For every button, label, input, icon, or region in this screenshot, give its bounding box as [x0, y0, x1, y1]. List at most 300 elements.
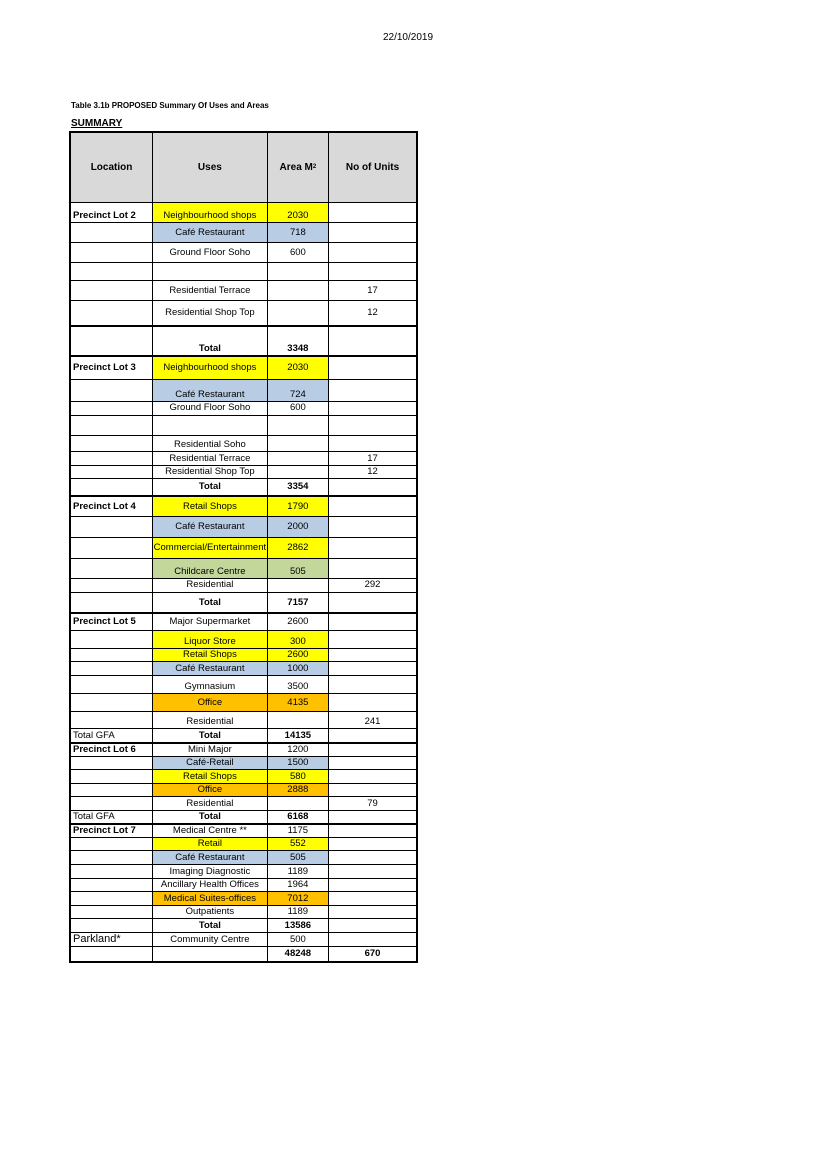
area-cell: [268, 797, 329, 810]
table-row: [71, 712, 416, 729]
units-cell-text: 17: [367, 452, 378, 464]
area-cell: [268, 825, 329, 837]
area-cell-text: 13586: [284, 919, 312, 931]
area-cell: [268, 263, 329, 280]
use-cell: [153, 811, 268, 823]
location-cell: [71, 892, 153, 905]
units-cell-text: 241: [364, 716, 381, 727]
units-cell: [329, 906, 416, 918]
use-cell: [153, 784, 268, 796]
table-row: [71, 243, 416, 263]
units-cell: [329, 865, 416, 878]
area-cell: [268, 851, 329, 864]
use-cell: [153, 947, 268, 961]
units-cell: [329, 784, 416, 796]
area-cell-text: 2888: [287, 784, 309, 795]
units-cell: [329, 614, 416, 630]
area-cell: [268, 729, 329, 742]
units-cell: [329, 919, 416, 932]
area-cell-text: 1964: [287, 879, 309, 890]
location-cell: [71, 301, 153, 325]
area-cell: [268, 479, 329, 495]
location-cell: [71, 223, 153, 242]
table-row: [71, 380, 416, 402]
use-cell-text: Total: [198, 596, 221, 608]
area-cell: [268, 380, 329, 401]
table-row: [71, 263, 416, 281]
units-cell: [329, 825, 416, 837]
use-cell-text: Residential: [186, 579, 234, 590]
use-cell-text: Medical Suites-offices: [163, 892, 256, 904]
location-cell: [71, 579, 153, 592]
use-cell-text: Ancillary Health Offices: [160, 879, 259, 890]
area-cell-text: 580: [289, 770, 306, 782]
use-cell: [153, 919, 268, 932]
use-cell-text: Ground Floor Soho: [169, 402, 251, 413]
location-cell: [71, 357, 153, 379]
use-cell-text: Café Restaurant: [175, 662, 245, 674]
use-cell-text: Total: [198, 729, 221, 741]
location-cell: [71, 784, 153, 796]
area-cell-text: 600: [289, 246, 306, 258]
area-cell: [268, 784, 329, 796]
area-cell-text: 2000: [287, 521, 309, 532]
area-cell-text: 1000: [287, 662, 309, 674]
use-cell: [153, 825, 268, 837]
units-cell: [329, 263, 416, 280]
location-cell: [71, 614, 153, 630]
units-cell: [329, 466, 416, 478]
area-cell: [268, 223, 329, 242]
use-cell-text: Total: [198, 343, 221, 354]
table-row: [71, 452, 416, 466]
table-row: [71, 906, 416, 919]
area-cell-text: 600: [289, 402, 306, 413]
use-cell: [153, 479, 268, 495]
units-cell: [329, 436, 416, 451]
use-cell-text: Residential: [186, 716, 234, 727]
area-cell: [268, 517, 329, 537]
location-cell: [71, 466, 153, 478]
units-cell: [329, 811, 416, 823]
area-cell-text: 3354: [287, 481, 309, 492]
area-cell-text: 1200: [287, 744, 309, 755]
table-row: [71, 223, 416, 243]
table-row: [71, 466, 416, 479]
use-cell-text: Office: [197, 696, 223, 708]
use-cell-text: Community Centre: [170, 933, 250, 945]
location-cell: [71, 497, 153, 516]
area-cell: [268, 757, 329, 769]
units-cell: [329, 593, 416, 612]
units-cell: [329, 797, 416, 810]
table-row: [71, 649, 416, 662]
use-cell-text: Retail Shops: [182, 770, 237, 782]
units-cell: [329, 712, 416, 728]
use-cell: [153, 497, 268, 516]
table-row: [71, 631, 416, 649]
units-cell: [329, 879, 416, 891]
area-cell: [268, 649, 329, 661]
units-cell: [329, 380, 416, 401]
use-cell-text: Residential Soho: [173, 439, 246, 450]
units-cell-text: 670: [364, 948, 381, 959]
use-cell-text: Residential Terrace: [169, 452, 251, 464]
location-cell-text: Precinct Lot 5: [73, 616, 136, 627]
table-row: [71, 436, 416, 452]
use-cell: [153, 933, 268, 946]
area-cell: [268, 933, 329, 946]
location-cell: [71, 281, 153, 300]
table-row: [71, 892, 416, 906]
table-row: [71, 301, 416, 326]
table-row: [71, 517, 416, 538]
location-cell: [71, 649, 153, 661]
units-cell: [329, 631, 416, 648]
area-cell-text: 718: [289, 226, 306, 238]
use-cell-text: Residential Terrace: [169, 284, 251, 296]
units-cell: [329, 497, 416, 516]
location-cell-text: Precinct Lot 6: [73, 744, 136, 755]
header-location: [71, 133, 153, 202]
table-row: [71, 811, 416, 824]
table-row: [71, 356, 416, 380]
use-cell-text: Total: [198, 919, 221, 931]
units-cell: [329, 947, 416, 961]
header-area-label: Area M: [279, 161, 313, 173]
units-cell: [329, 676, 416, 693]
units-cell: [329, 402, 416, 415]
area-cell: [268, 744, 329, 756]
location-cell-text: Total GFA: [73, 811, 115, 822]
location-cell: [71, 797, 153, 810]
location-cell-text: Precinct Lot 3: [73, 362, 136, 373]
use-cell: [153, 614, 268, 630]
use-cell-text: Café Restaurant: [175, 521, 245, 532]
area-cell: [268, 947, 329, 961]
table-row: [71, 947, 416, 961]
area-cell-text: 505: [289, 566, 306, 577]
area-cell-text: 4135: [287, 696, 309, 708]
location-cell: [71, 694, 153, 711]
location-cell: [71, 770, 153, 783]
use-cell: [153, 380, 268, 401]
table-row: [71, 824, 416, 838]
use-cell-text: Retail: [197, 838, 223, 849]
use-cell-text: Total: [198, 811, 221, 822]
use-cell: [153, 879, 268, 891]
area-cell: [268, 838, 329, 850]
table-caption: Table 3.1b PROPOSED Summary Of Uses and Areas: [71, 101, 269, 110]
area-cell: [268, 631, 329, 648]
units-cell: [329, 416, 416, 435]
use-cell-text: Imaging Diagnostic: [169, 865, 251, 877]
units-cell: [329, 452, 416, 465]
use-cell: [153, 593, 268, 612]
header-uses: [153, 133, 268, 202]
header-area: [268, 133, 329, 202]
units-cell: [329, 538, 416, 558]
use-cell: [153, 797, 268, 810]
use-cell: [153, 327, 268, 355]
use-cell: [153, 865, 268, 878]
area-cell: [268, 579, 329, 592]
table-row: [71, 729, 416, 743]
area-cell-text: 2600: [287, 616, 309, 627]
location-cell: [71, 676, 153, 693]
location-cell: [71, 380, 153, 401]
units-cell: [329, 892, 416, 905]
location-cell: [71, 947, 153, 961]
units-cell: [329, 301, 416, 325]
use-cell: [153, 357, 268, 379]
table-header-row: [71, 133, 416, 203]
area-cell-text: 300: [289, 636, 306, 647]
use-cell: [153, 436, 268, 451]
area-cell: [268, 357, 329, 379]
location-cell-text: Precinct Lot 2: [73, 210, 136, 221]
location-cell: [71, 593, 153, 612]
use-cell: [153, 662, 268, 675]
location-cell: [71, 436, 153, 451]
location-cell: [71, 825, 153, 837]
table-row: [71, 784, 416, 797]
use-cell-text: Neighbourhood shops: [163, 362, 257, 373]
use-cell: [153, 538, 268, 558]
use-cell-text: Café Restaurant: [175, 851, 245, 863]
units-cell-text: 12: [367, 466, 378, 477]
area-cell: [268, 497, 329, 516]
area-cell: [268, 811, 329, 823]
location-cell-text: Precinct Lot 7: [73, 825, 136, 836]
area-cell-text: 1175: [287, 825, 309, 836]
units-cell: [329, 357, 416, 379]
area-cell: [268, 452, 329, 465]
use-cell: [153, 676, 268, 693]
table-row: [71, 203, 416, 223]
location-cell: [71, 865, 153, 878]
location-cell-text: Parkland*: [73, 933, 121, 945]
units-cell-text: 79: [367, 797, 378, 809]
location-cell: [71, 662, 153, 675]
table-row: [71, 770, 416, 784]
use-cell: [153, 906, 268, 918]
table-row: [71, 479, 416, 496]
location-cell: [71, 517, 153, 537]
area-cell-text: 2030: [287, 362, 309, 373]
units-cell: [329, 662, 416, 675]
area-cell-text: 724: [289, 389, 306, 400]
location-cell: [71, 757, 153, 769]
table-body: [71, 203, 416, 961]
area-cell: [268, 906, 329, 918]
use-cell-text: Ground Floor Soho: [169, 246, 251, 258]
header-location-label: Location: [90, 161, 133, 173]
table-row: [71, 538, 416, 559]
location-cell: [71, 838, 153, 850]
use-cell: [153, 263, 268, 280]
area-cell-text: 2030: [287, 210, 309, 221]
area-cell-text: 14135: [284, 729, 312, 741]
use-cell: [153, 712, 268, 728]
header-area-superscript: 2: [312, 164, 317, 170]
area-cell: [268, 614, 329, 630]
area-cell: [268, 865, 329, 878]
location-cell: [71, 538, 153, 558]
location-cell: [71, 811, 153, 823]
summary-heading: SUMMARY: [71, 118, 123, 129]
use-cell: [153, 301, 268, 325]
area-cell: [268, 593, 329, 612]
area-cell-text: 3348: [287, 343, 309, 354]
use-cell: [153, 892, 268, 905]
table-row: [71, 326, 416, 356]
table-row: [71, 402, 416, 416]
use-cell: [153, 243, 268, 262]
location-cell: [71, 919, 153, 932]
location-cell: [71, 559, 153, 578]
units-cell: [329, 479, 416, 495]
use-cell-text: Major Supermarket: [169, 616, 251, 627]
units-cell: [329, 649, 416, 661]
use-cell-text: Gymnasium: [184, 681, 236, 692]
table-row: [71, 879, 416, 892]
table-row: [71, 281, 416, 301]
area-cell: [268, 281, 329, 300]
table-row: [71, 933, 416, 947]
location-cell: [71, 263, 153, 280]
area-cell: [268, 770, 329, 783]
header-uses-label: Uses: [197, 161, 222, 173]
units-cell: [329, 559, 416, 578]
use-cell-text: Café-Retail: [186, 757, 234, 768]
area-cell: [268, 694, 329, 711]
area-cell-text: 7012: [287, 892, 309, 904]
area-cell: [268, 416, 329, 435]
use-cell: [153, 729, 268, 742]
area-cell: [268, 436, 329, 451]
area-cell-text: 48248: [284, 948, 312, 959]
location-cell: [71, 479, 153, 495]
table-row: [71, 676, 416, 694]
area-cell-text: 7157: [287, 596, 309, 608]
use-cell-text: Medical Centre **: [172, 825, 247, 836]
area-cell-text: 1189: [287, 865, 309, 877]
use-cell-text: Mini Major: [187, 744, 232, 755]
area-cell-text: 500: [289, 933, 306, 945]
header-units: [329, 133, 416, 202]
area-cell: [268, 559, 329, 578]
area-cell-text: 2862: [287, 542, 309, 553]
location-cell: [71, 906, 153, 918]
area-cell-text: 2600: [287, 649, 309, 660]
location-cell: [71, 452, 153, 465]
units-cell: [329, 203, 416, 222]
table-row: [71, 757, 416, 770]
area-cell: [268, 662, 329, 675]
location-cell-text: Total GFA: [73, 729, 115, 741]
units-cell: [329, 729, 416, 742]
area-cell-text: 6168: [287, 811, 309, 822]
table-row: [71, 797, 416, 811]
table-row: [71, 919, 416, 933]
use-cell-text: Residential Shop Top: [165, 307, 255, 318]
units-cell: [329, 851, 416, 864]
area-cell: [268, 203, 329, 222]
use-cell-text: Commercial/Entertainment: [153, 542, 267, 553]
area-cell: [268, 919, 329, 932]
table-row: [71, 613, 416, 631]
location-cell: [71, 327, 153, 355]
table-row: [71, 743, 416, 757]
units-cell: [329, 770, 416, 783]
area-cell-text: 552: [289, 838, 306, 849]
table-row: [71, 579, 416, 593]
use-cell: [153, 838, 268, 850]
units-cell: [329, 744, 416, 756]
use-cell: [153, 203, 268, 222]
use-cell: [153, 466, 268, 478]
units-cell: [329, 933, 416, 946]
area-cell: [268, 243, 329, 262]
use-cell: [153, 517, 268, 537]
area-cell: [268, 879, 329, 891]
use-cell-text: Office: [197, 784, 223, 795]
area-cell: [268, 301, 329, 325]
use-cell: [153, 559, 268, 578]
area-cell: [268, 327, 329, 355]
page-date: 22/10/2019: [382, 32, 434, 43]
units-cell-text: 12: [367, 307, 378, 318]
use-cell-text: Liquor Store: [184, 636, 236, 647]
area-cell: [268, 676, 329, 693]
use-cell: [153, 402, 268, 415]
location-cell-text: Precinct Lot 4: [73, 500, 136, 512]
use-cell-text: Residential: [186, 797, 234, 809]
location-cell: [71, 933, 153, 946]
use-cell-text: Neighbourhood shops: [163, 210, 257, 221]
use-cell: [153, 744, 268, 756]
location-cell: [71, 631, 153, 648]
use-cell: [153, 757, 268, 769]
area-cell: [268, 712, 329, 728]
table-row: [71, 662, 416, 676]
table-row: [71, 694, 416, 712]
table-row: [71, 416, 416, 436]
table-row: [71, 865, 416, 879]
use-cell: [153, 416, 268, 435]
units-cell: [329, 517, 416, 537]
table-row: [71, 496, 416, 517]
use-cell-text: Residential Shop Top: [165, 466, 255, 477]
use-cell: [153, 649, 268, 661]
use-cell: [153, 770, 268, 783]
area-cell-text: 505: [289, 851, 306, 863]
location-cell: [71, 416, 153, 435]
units-cell: [329, 281, 416, 300]
table-row: [71, 851, 416, 865]
location-cell: [71, 879, 153, 891]
location-cell: [71, 851, 153, 864]
units-cell: [329, 223, 416, 242]
location-cell: [71, 729, 153, 742]
area-cell: [268, 538, 329, 558]
header-units-label: No of Units: [345, 161, 400, 173]
location-cell: [71, 712, 153, 728]
units-cell: [329, 694, 416, 711]
area-cell-text: 1790: [287, 500, 309, 512]
use-cell-text: Café Restaurant: [175, 389, 245, 400]
